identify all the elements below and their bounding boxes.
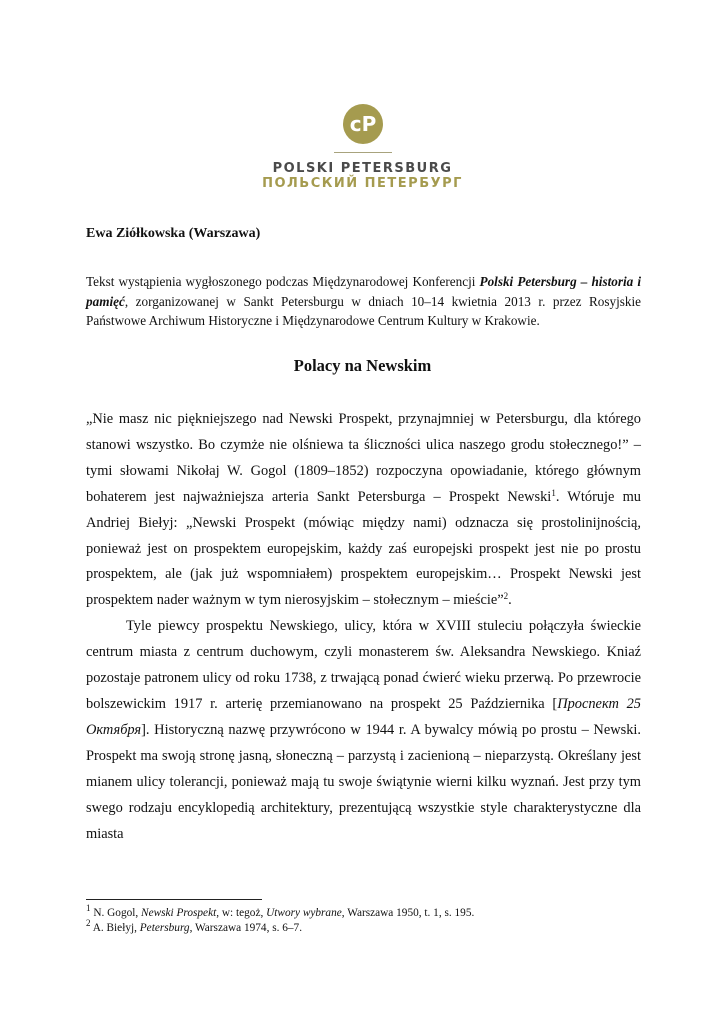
footnote-1-text-c: , Warszawa 1950, t. 1, s. 195.: [341, 907, 475, 919]
footnotes: [86, 903, 646, 936]
intro-text-before: Tekst wystąpienia wygłoszonego podczas Międzynarodowej Konferencji: [86, 274, 480, 289]
footnote-1-number: 1: [86, 903, 91, 913]
article-title: Polacy na Newskim: [293, 356, 432, 375]
footnote-1: [86, 903, 646, 921]
footnote-ref-2: 2: [503, 591, 509, 602]
author-line: Ewa Ziółkowska (Warszawa): [86, 226, 261, 241]
footnote-1-title-a: Newski Prospekt: [141, 907, 217, 919]
footnote-2-title-a: Petersburg: [139, 922, 190, 934]
footnote-separator: [86, 899, 262, 900]
footnote-1-text-a: N. Gogol,: [90, 907, 142, 919]
intro-note: [86, 272, 641, 331]
footnote-2-text-c: , Warszawa 1974, s. 6–7.: [189, 922, 303, 934]
logo-title: POLSKI PETERSBURG: [272, 161, 453, 176]
paragraph-1-text-c: .: [508, 592, 512, 609]
logo-mark-icon: [343, 104, 383, 144]
intro-text-after: , zorganizowanej w Sankt Petersburgu w dniach 10–14 kwietnia 2013 r. przez Rosyjskie Państwowe Archiwum Historyczne i Międzynarodowe Centrum Kultury w Krakowie.: [86, 293, 641, 328]
paragraph-1-text-a: „Nie masz nic piękniejszego nad Newski Prospekt, przynajmniej w Petersburgu, dla którego stanowi wszystko. Bo czymże nie olśniewa ta śliczności ulica naszego grodu stołecznego!” – tymi słowami Nikołaj W. Gogol (1809–1852) rozpoczyna opowiadanie, którego głównym bohaterem jest najważniejsza arteria Sankt Petersburga – Prospekt Newski: [86, 411, 641, 505]
paragraph-1-text-b: . Wtóruje mu Andriej Biełyj: „Newski Prospekt (mówiąc między nami) odznacza się prostolinijnością, ponieważ jest on prospektem europejskim, każdy zaś europejski prospekt jest nie po prostu prospektem, ale (jak już wspomniałem) prospektem europejskim… Prospekt Newski jest prospektem nader ważnym w tym nierosyjskim – stołecznym – mieście”: [86, 488, 641, 609]
footnote-ref-1: 1: [551, 487, 556, 498]
footnote-2: [86, 918, 646, 936]
paragraph-2-text-b: ]. Historyczną nazwę przywrócono w 1944 r. A bywalcy mówią po prostu – Newski. Prospekt ma swoją stronę jasną, słoneczną – parzystą i zacienioną – nieparzystą. Określany jest mianem ulicy tolerancji, ponieważ mają tu swoje świątynie wierni kilku wyznań. Jest przy tym swego rodzaju encyklopedią architektury, prezentującą wszystkie style charakterystyczne dla miasta: [86, 721, 641, 842]
footnote-2-number: 2: [86, 918, 91, 928]
paragraph-1: [86, 407, 641, 614]
footnote-1-title-b: Utwory wybrane: [266, 907, 342, 919]
logo-mark-letters: cP: [349, 112, 376, 136]
paragraph-2-text-a: Tyle piewcy prospektu Newskiego, ulicy, która w XVIII stuleciu połączyła świeckie centrum miasta z centrum duchowym, czyli monasterem św. Aleksandra Newskiego. Kniaź pozostaje patronem ulicy od roku 1738, z trwającą ponad ćwierć wieku przerwą. Po przewrocie bolszewickim 1917 r. arterię przemianowano na prospekt 25 Października [: [86, 618, 641, 712]
footnote-2-text-a: A. Biełyj,: [90, 922, 140, 934]
russian-street-name: Проспект 25 Октября: [86, 695, 641, 738]
paragraph-2: [86, 614, 641, 847]
conference-name: Polski Petersburg – historia i pamięć: [86, 274, 641, 309]
polski-petersburg-logo: [0, 104, 725, 191]
footnote-1-text-b: , w: tegoż,: [216, 907, 267, 919]
article-body: [86, 407, 641, 847]
logo-subtitle: ПОЛЬСКИЙ ПЕТЕРБУРГ: [262, 176, 463, 191]
logo-divider: [334, 152, 392, 153]
